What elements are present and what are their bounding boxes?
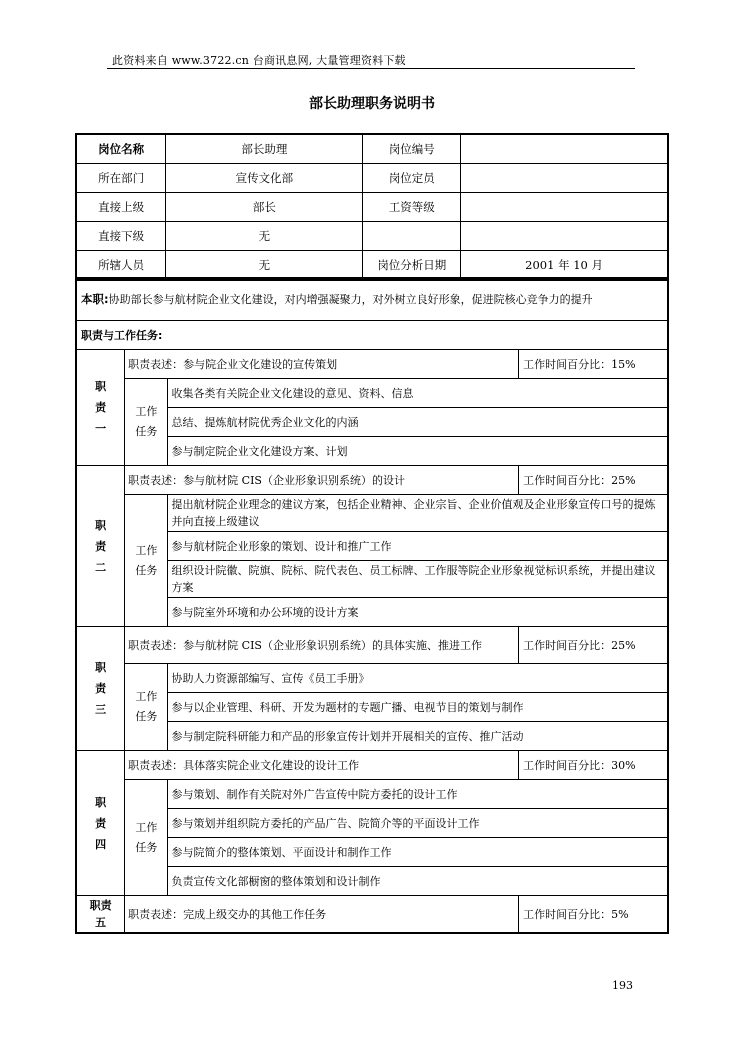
value-position-name: 部长助理 [166, 134, 363, 164]
duty-1-label: 职 责 一 [76, 350, 125, 466]
duty-4-task-row [76, 780, 668, 809]
duty-2-percent: 工作时间百分比：25% [519, 466, 668, 495]
duty-4-label: 职 责 四 [76, 751, 125, 896]
duty-2-task-row [76, 495, 668, 532]
duty-3-task-label: 工作 任务 [125, 664, 168, 751]
summary-text: 协助部长参与航材院企业文化建设，对内增强凝聚力，对外树立良好形象，促进院核心竞争力的提升 [108, 293, 593, 306]
duty-1-task-3: 参与制定院企业文化建设方案、计划 [168, 437, 668, 466]
info-row-supervisor [76, 193, 668, 222]
duty-4-task-2: 参与策划并组织院方委托的产品广告、院简介等的平面设计工作 [168, 809, 668, 838]
duty-2-task-3: 组织设计院徽、院旗、院标、院代表色、员工标牌、工作服等院企业形象视觉标识系统，并提出建议方案 [168, 561, 668, 598]
empty-value-cell [461, 222, 668, 251]
value-supervisor: 部长 [166, 193, 363, 222]
value-salary-grade [461, 193, 668, 222]
label-headcount: 岗位定员 [363, 164, 461, 193]
duty-1-task-1: 收集各类有关院企业文化建设的意见、资料、信息 [168, 379, 668, 408]
value-analysis-date: 2001 年 10 月 [461, 251, 668, 281]
duty-4-task-label: 工作 任务 [125, 780, 168, 896]
duty-2-label: 职 责 二 [76, 466, 125, 627]
label-salary-grade: 工资等级 [363, 193, 461, 222]
duty-3-label: 职 责 三 [76, 627, 125, 751]
info-row-subordinate [76, 222, 668, 251]
duty-3-description-row [76, 627, 668, 664]
source-header: 此资料来自 www.3722.cn 台商讯息网, 大量管理资料下载 [112, 54, 406, 67]
duty-1-percent: 工作时间百分比：15% [519, 350, 668, 379]
page-number: 193 [612, 979, 633, 992]
duty-3-task-3: 参与制定院科研能力和产品的形象宣传计划并开展相关的宣传、推广活动 [168, 722, 668, 751]
duty-4-task-4: 负责宣传文化部橱窗的整体策划和设计制作 [168, 867, 668, 896]
duty-5-percent: 工作时间百分比：5% [519, 896, 668, 934]
duty-4-task-1: 参与策划、制作有关院对外广告宣传中院方委托的设计工作 [168, 780, 668, 809]
value-position-code [461, 134, 668, 164]
duty-3-task-row [76, 664, 668, 693]
label-subordinate: 直接下级 [76, 222, 166, 251]
info-row-department [76, 164, 668, 193]
header-divider [107, 68, 635, 69]
duty-3-percent: 工作时间百分比：25% [519, 627, 668, 664]
duty-2-task-2: 参与航材院企业形象的策划、设计和推广工作 [168, 532, 668, 561]
empty-label-cell [363, 222, 461, 251]
duty-2-task-4: 参与院室外环境和办公环境的设计方案 [168, 598, 668, 627]
label-supervisor: 直接上级 [76, 193, 166, 222]
duty-3-task-1: 协助人力资源部编写、宣传《员工手册》 [168, 664, 668, 693]
duty-2-description: 职责表述：参与航材院 CIS（企业形象识别系统）的设计 [125, 466, 519, 495]
duty-4-description: 职责表述：具体落实院企业文化建设的设计工作 [125, 751, 519, 780]
value-subordinate: 无 [166, 222, 363, 251]
job-summary [76, 278, 668, 321]
label-position-code: 岗位编号 [363, 134, 461, 164]
value-department: 宣传文化部 [166, 164, 363, 193]
label-position-name: 岗位名称 [76, 134, 166, 164]
duty-1-task-2: 总结、提炼航材院优秀企业文化的内涵 [168, 408, 668, 437]
duty-1-description: 职责表述：参与院企业文化建设的宣传策划 [125, 350, 519, 379]
duty-2-task-1: 提出航材院企业理念的建议方案，包括企业精神、企业宗旨、企业价值观及企业形象宣传口号的提炼并向直接上级建议 [168, 495, 668, 532]
duty-5-label: 职责 五 [76, 896, 125, 934]
duty-3-description: 职责表述：参与航材院 CIS（企业形象识别系统）的具体实施、推进工作 [125, 627, 519, 664]
duty-1-description-row [76, 350, 668, 379]
duty-4-task-3: 参与院简介的整体策划、平面设计和制作工作 [168, 838, 668, 867]
value-headcount [461, 164, 668, 193]
duties-heading: 职责与工作任务: [76, 321, 668, 350]
duties-table [75, 277, 669, 934]
info-row-position-name [76, 134, 668, 164]
duty-4-description-row [76, 751, 668, 780]
value-staff: 无 [166, 251, 363, 281]
duty-3-task-2: 参与以企业管理、科研、开发为题材的专题广播、电视节目的策划与制作 [168, 693, 668, 722]
label-staff: 所辖人员 [76, 251, 166, 281]
info-row-staff [76, 251, 668, 281]
duty-2-description-row [76, 466, 668, 495]
position-info-table [75, 133, 669, 281]
duty-5-description-row [76, 896, 668, 934]
duty-4-percent: 工作时间百分比：30% [519, 751, 668, 780]
duty-2-task-label: 工作 任务 [125, 495, 168, 627]
document-title: 部长助理职务说明书 [309, 96, 435, 112]
duty-1-task-label: 工作 任务 [125, 379, 168, 466]
duty-5-description: 职责表述：完成上级交办的其他工作任务 [125, 896, 519, 934]
duty-1-task-row [76, 379, 668, 408]
label-department: 所在部门 [76, 164, 166, 193]
label-analysis-date: 岗位分析日期 [363, 251, 461, 281]
summary-label: 本职: [81, 292, 109, 306]
